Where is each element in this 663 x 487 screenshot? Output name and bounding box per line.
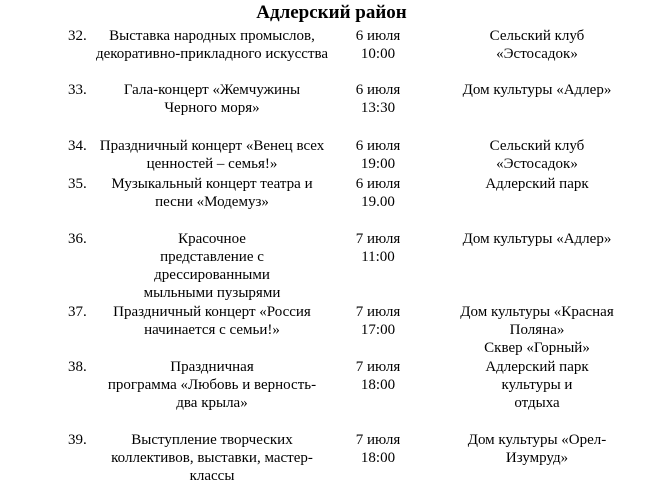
event-name-line: два крыла» — [176, 395, 248, 411]
event-date-line: 11:00 — [361, 249, 395, 265]
event-date — [343, 81, 413, 117]
event-place — [452, 230, 622, 248]
event-date — [343, 358, 413, 394]
event-date-line: 18:00 — [360, 377, 396, 393]
event-name — [92, 303, 332, 339]
event-name-line: Выставка народных промыслов, — [109, 28, 315, 44]
event-date-line: 6 июля — [355, 82, 401, 98]
event-date-line: 19.00 — [361, 194, 395, 210]
event-name — [92, 431, 332, 485]
row-number: 32. — [68, 28, 87, 44]
event-place-line: Адлерский парк — [485, 359, 589, 375]
event-place — [452, 175, 622, 193]
event-place — [452, 81, 622, 99]
event-date — [343, 303, 413, 339]
row-number: 33. — [68, 82, 87, 98]
event-date — [343, 175, 413, 211]
event-name — [92, 358, 332, 412]
event-place-line: Поляна» — [509, 322, 565, 338]
event-place-line: Сельский клуб — [489, 28, 585, 44]
event-date-line: 7 июля — [355, 231, 401, 247]
event-date-line: 6 июля — [355, 176, 401, 192]
event-place-line: «Эстосадок» — [496, 46, 578, 62]
row-number: 37. — [68, 304, 87, 320]
event-name-line: дрессированными — [154, 267, 270, 283]
event-name-line: мыльными пузырями — [143, 285, 281, 301]
event-place — [452, 137, 622, 173]
event-name-line: программа «Любовь и верность- — [107, 377, 317, 393]
event-date-line: 7 июля — [355, 432, 401, 448]
row-number: 34. — [68, 138, 87, 154]
event-place — [452, 431, 622, 467]
event-name-line: Выступление творческих — [131, 432, 293, 448]
event-date-line: 18:00 — [360, 450, 396, 466]
event-place — [452, 27, 622, 63]
event-name-line: Праздничный концерт «Венец всех — [99, 138, 325, 154]
event-name-line: классы — [189, 468, 235, 484]
row-number: 36. — [68, 231, 87, 247]
event-name-line: представление с — [160, 249, 264, 265]
event-date-line: 6 июля — [355, 138, 401, 154]
event-date — [343, 27, 413, 63]
event-date — [343, 137, 413, 173]
event-place-line: Дом культуры «Красная — [460, 304, 614, 320]
event-name-line: начинается с семьи!» — [144, 322, 280, 338]
row-number: 35. — [68, 176, 87, 192]
event-name-line: Черного моря» — [164, 100, 260, 116]
event-place-line: Дом культуры «Адлер» — [462, 231, 612, 247]
event-place-line: Дом культуры «Орел- — [467, 432, 607, 448]
page-title: Адлерский район — [256, 2, 407, 23]
event-name — [92, 137, 332, 173]
event-name — [92, 230, 332, 302]
row-number: 39. — [68, 432, 87, 448]
event-place — [452, 303, 622, 357]
event-name-line: Праздничный концерт «Россия — [113, 304, 311, 320]
event-name — [92, 27, 332, 63]
event-name — [92, 175, 332, 211]
row-number: 38. — [68, 359, 87, 375]
event-name-line: Праздничная — [170, 359, 254, 375]
event-date-line: 19:00 — [360, 156, 396, 172]
event-place-line: Адлерский парк — [485, 176, 589, 192]
event-name-line: песни «Модемуз» — [155, 194, 269, 210]
event-name-line: декоративно-прикладного искусства — [95, 46, 329, 62]
event-date-line: 17:00 — [360, 322, 396, 338]
event-date-line: 10:00 — [360, 46, 396, 62]
event-name-line: ценностей – семья!» — [146, 156, 278, 172]
event-name-line: Гала-концерт «Жемчужины — [123, 82, 301, 98]
event-date-line: 13:30 — [360, 100, 396, 116]
event-date — [343, 230, 413, 266]
event-name-line: коллективов, выставки, мастер- — [111, 450, 313, 466]
event-place-line: культуры и — [501, 377, 573, 393]
event-place-line: Изумруд» — [505, 450, 569, 466]
event-place-line: «Эстосадок» — [496, 156, 578, 172]
event-place-line: Сквер «Горный» — [484, 340, 590, 356]
event-date-line: 6 июля — [355, 28, 401, 44]
event-place-line: отдыха — [514, 395, 560, 411]
event-place-line: Сельский клуб — [489, 138, 585, 154]
event-place — [452, 358, 622, 412]
event-date — [343, 431, 413, 467]
event-name-line: Красочное — [178, 231, 246, 247]
event-date-line: 7 июля — [355, 359, 401, 375]
event-place-line: Дом культуры «Адлер» — [462, 82, 612, 98]
event-name-line: Музыкальный концерт театра и — [111, 176, 313, 192]
event-date-line: 7 июля — [355, 304, 401, 320]
event-name — [92, 81, 332, 117]
